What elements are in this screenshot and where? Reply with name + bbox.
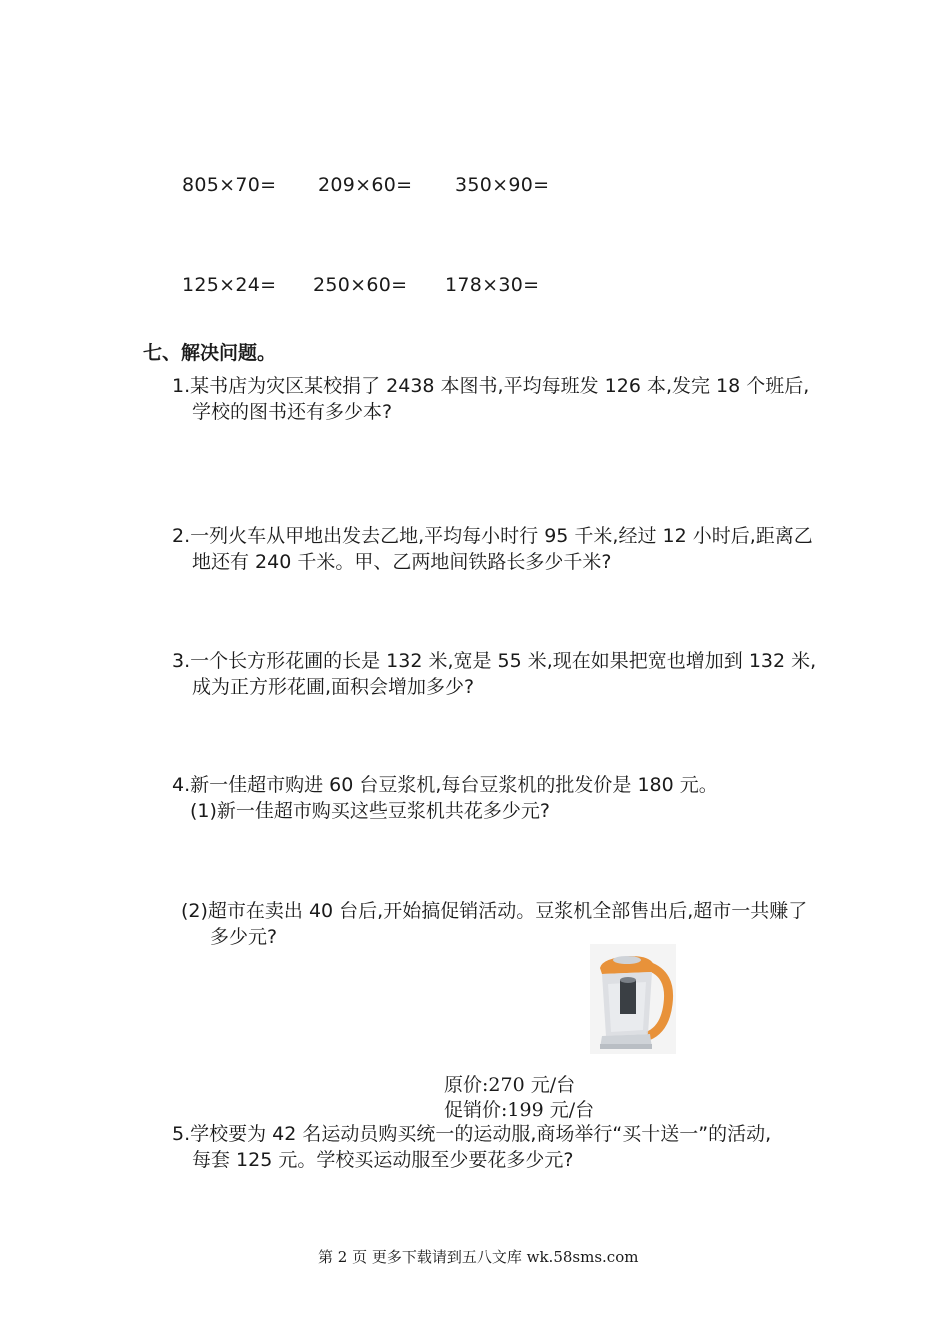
question-3-line-1: 3.一个长方形花圃的长是 132 米,宽是 55 米,现在如果把宽也增加到 132 米, bbox=[172, 650, 817, 672]
question-5-line-1: 5.学校要为 42 名运动员购买统一的运动服,商场举行“买十送一”的活动, bbox=[172, 1123, 772, 1145]
question-4-sub-2-line-2: 多少元? bbox=[210, 926, 278, 948]
question-1-line-2: 学校的图书还有多少本? bbox=[192, 401, 393, 423]
question-4-line-1: 4.新一佳超市购进 60 台豆浆机,每台豆浆机的批发价是 180 元。 bbox=[172, 774, 718, 796]
calc-item: 209×60= bbox=[318, 174, 413, 196]
promo-price: 促销价:199 元/台 bbox=[444, 1099, 595, 1121]
calc-item: 125×24= bbox=[182, 274, 277, 296]
page-footer: 第 2 页 更多下载请到五八文库 wk.58sms.com bbox=[318, 1248, 639, 1266]
question-4-sub-1: (1)新一佳超市购买这些豆浆机共花多少元? bbox=[190, 800, 550, 822]
calc-item: 350×90= bbox=[455, 174, 550, 196]
section-title: 七、解决问题。 bbox=[143, 342, 277, 364]
question-4-sub-2-line-1: (2)超市在卖出 40 台后,开始搞促销活动。豆浆机全部售出后,超市一共赚了 bbox=[181, 900, 808, 922]
question-1-line-1: 1.某书店为灾区某校捐了 2438 本图书,平均每班发 126 本,发完 18 个班后, bbox=[172, 375, 810, 397]
question-2-line-2: 地还有 240 千米。甲、乙两地间铁路长多少千米? bbox=[192, 551, 612, 573]
soymilk-maker-icon bbox=[590, 944, 676, 1054]
calc-item: 805×70= bbox=[182, 174, 277, 196]
question-3-line-2: 成为正方形花圃,面积会增加多少? bbox=[192, 676, 475, 698]
question-5-line-2: 每套 125 元。学校买运动服至少要花多少元? bbox=[192, 1149, 574, 1171]
original-price: 原价:270 元/台 bbox=[444, 1074, 576, 1096]
calc-item: 250×60= bbox=[313, 274, 408, 296]
question-2-line-1: 2.一列火车从甲地出发去乙地,平均每小时行 95 千米,经过 12 小时后,距离乙 bbox=[172, 525, 813, 547]
calc-item: 178×30= bbox=[445, 274, 540, 296]
